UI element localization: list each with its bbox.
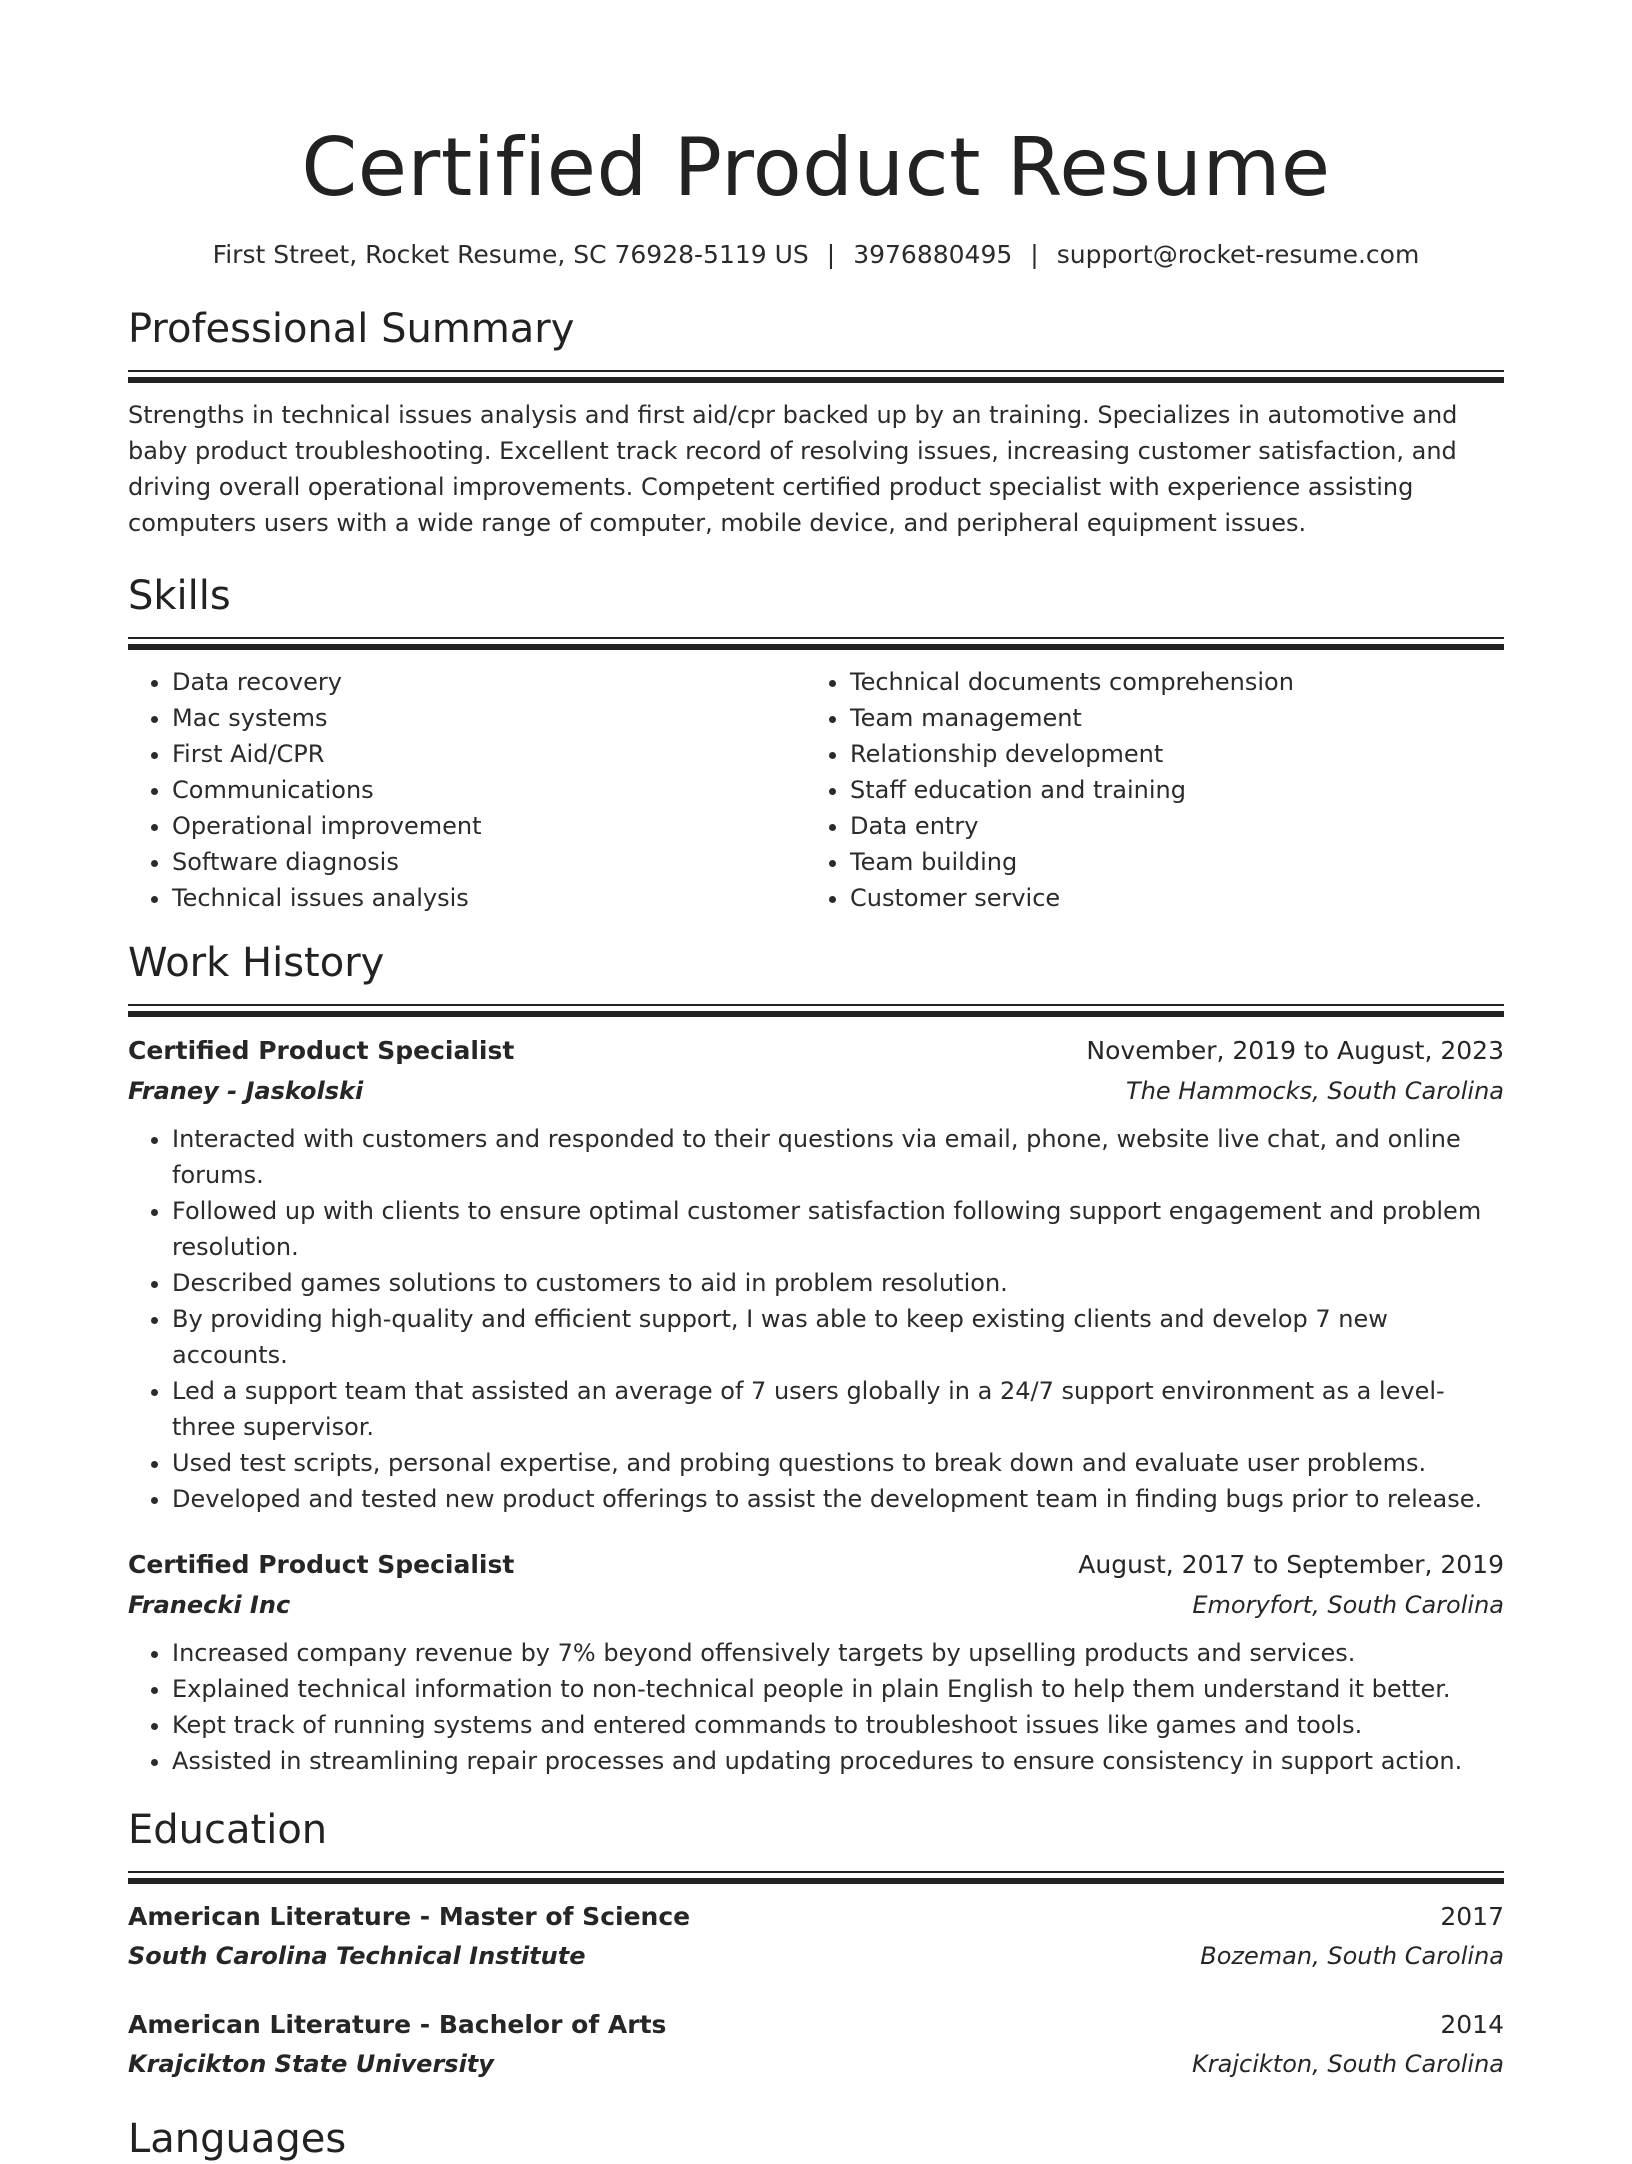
section-divider <box>128 637 1504 639</box>
summary-section <box>128 304 1504 541</box>
section-divider-thick <box>128 1878 1504 1884</box>
education-subheader <box>128 1936 1504 1976</box>
skill-item: • Team building <box>850 844 1484 880</box>
skill-item: • Team management <box>850 700 1484 736</box>
job-header <box>128 1545 1504 1585</box>
job-header <box>128 1031 1504 1071</box>
education-year: 2014 <box>1440 2010 1504 2039</box>
languages-section <box>128 2114 1504 2164</box>
skill-item: • Communications <box>172 772 806 808</box>
skill-item: • Staff education and training <box>850 772 1484 808</box>
skill-item: • Technical issues analysis <box>172 880 806 916</box>
section-divider-thick <box>128 377 1504 383</box>
contact-line <box>128 238 1504 272</box>
job-title: Certified Product Specialist <box>128 1036 515 1065</box>
work-section <box>128 938 1504 1779</box>
section-title-work: Work History <box>128 940 385 986</box>
job-bullet: • Explained technical information to non-technical people in plain English to help them understand it better. <box>172 1671 1504 1707</box>
job-title: Certified Product Specialist <box>128 1550 515 1579</box>
job-bullet: • Described games solutions to customers to aid in problem resolution. <box>172 1265 1504 1301</box>
contact-phone: 3976880495 <box>853 240 1013 269</box>
job-entry <box>128 1031 1504 1517</box>
education-degree: American Literature - Master of Science <box>128 1902 691 1931</box>
section-title-skills: Skills <box>128 573 231 619</box>
skills-column-left <box>128 664 806 916</box>
job-location: Emoryfort, South Carolina <box>1192 1591 1504 1619</box>
job-bullet: • Followed up with clients to ensure optimal customer satisfaction following support engagement and problem resolution. <box>172 1193 1504 1265</box>
skill-item: • Data entry <box>850 808 1484 844</box>
job-bullet: • By providing high-quality and efficient support, I was able to keep existing clients and develop 7 new accounts. <box>172 1301 1504 1373</box>
job-location: The Hammocks, South Carolina <box>1126 1077 1504 1105</box>
job-bullets <box>128 1635 1504 1779</box>
skill-item: • Customer service <box>850 880 1484 916</box>
job-bullet: • Led a support team that assisted an average of 7 users globally in a 24/7 support environment as a level-three supervisor. <box>172 1373 1504 1445</box>
education-section <box>128 1805 1504 2084</box>
education-location: Bozeman, South Carolina <box>1200 1942 1504 1970</box>
job-entry <box>128 1545 1504 1779</box>
job-dates: August, 2017 to September, 2019 <box>1078 1550 1504 1579</box>
job-company: Franecki Inc <box>128 1591 291 1619</box>
job-bullet: • Developed and tested new product offerings to assist the development team in finding bugs prior to release. <box>172 1481 1504 1517</box>
skill-item: • First Aid/CPR <box>172 736 806 772</box>
job-bullet: • Kept track of running systems and entered commands to troubleshoot issues like games and tools. <box>172 1707 1504 1743</box>
section-title-languages: Languages <box>128 2116 347 2162</box>
section-title-education: Education <box>128 1807 328 1853</box>
job-subheader <box>128 1071 1504 1111</box>
skills-column-right <box>806 664 1484 916</box>
skill-item: • Data recovery <box>172 664 806 700</box>
section-divider <box>128 1004 1504 1006</box>
skill-item: • Relationship development <box>850 736 1484 772</box>
job-bullets <box>128 1121 1504 1517</box>
education-location: Krajcikton, South Carolina <box>1192 2050 1504 2078</box>
education-degree: American Literature - Bachelor of Arts <box>128 2010 667 2039</box>
skills-list <box>128 664 1504 916</box>
education-school: Krajcikton State University <box>128 2050 494 2078</box>
section-divider <box>128 1871 1504 1873</box>
job-bullet: • Assisted in streamlining repair processes and updating procedures to ensure consistency in support action. <box>172 1743 1504 1779</box>
skill-item: • Mac systems <box>172 700 806 736</box>
contact-separator: | <box>1030 240 1039 269</box>
summary-text: Strengths in technical issues analysis and first aid/cpr backed up by an training. Specializes in automotive and baby product troubleshooting. Excellent track record of resolving issues, increasing customer satisfaction, and driving overall operational improvements. Competent certified product specialist with experience assisting computers users with a wide range of computer, mobile device, and peripheral equipment issues. <box>128 401 1458 537</box>
job-bullet: • Interacted with customers and responded to their questions via email, phone, website live chat, and online forums. <box>172 1121 1504 1193</box>
contact-address: First Street, Rocket Resume, SC 76928-5119 US <box>212 240 809 269</box>
education-entry <box>128 1898 1504 1976</box>
section-divider <box>128 370 1504 372</box>
skill-item: • Operational improvement <box>172 808 806 844</box>
skills-section <box>128 571 1504 916</box>
job-bullet: • Increased company revenue by 7% beyond offensively targets by upselling products and services. <box>172 1635 1504 1671</box>
education-header <box>128 1898 1504 1936</box>
education-subheader <box>128 2044 1504 2084</box>
job-subheader <box>128 1585 1504 1625</box>
contact-separator: | <box>826 240 836 269</box>
job-dates: November, 2019 to August, 2023 <box>1086 1036 1504 1065</box>
job-bullet: • Used test scripts, personal expertise, and probing questions to break down and evaluate user problems. <box>172 1445 1504 1481</box>
skill-item: • Technical documents comprehension <box>850 664 1484 700</box>
job-company: Franey - Jaskolski <box>128 1077 364 1105</box>
education-year: 2017 <box>1440 1902 1504 1931</box>
section-divider-thick <box>128 1011 1504 1017</box>
education-header <box>128 2006 1504 2044</box>
resume-name: Certified Product Resume <box>301 121 1331 214</box>
section-title-summary: Professional Summary <box>128 306 575 352</box>
education-entry <box>128 2006 1504 2084</box>
section-divider-thick <box>128 644 1504 650</box>
contact-email: support@rocket-resume.com <box>1056 240 1420 269</box>
skill-item: • Software diagnosis <box>172 844 806 880</box>
education-school: South Carolina Technical Institute <box>128 1942 586 1970</box>
